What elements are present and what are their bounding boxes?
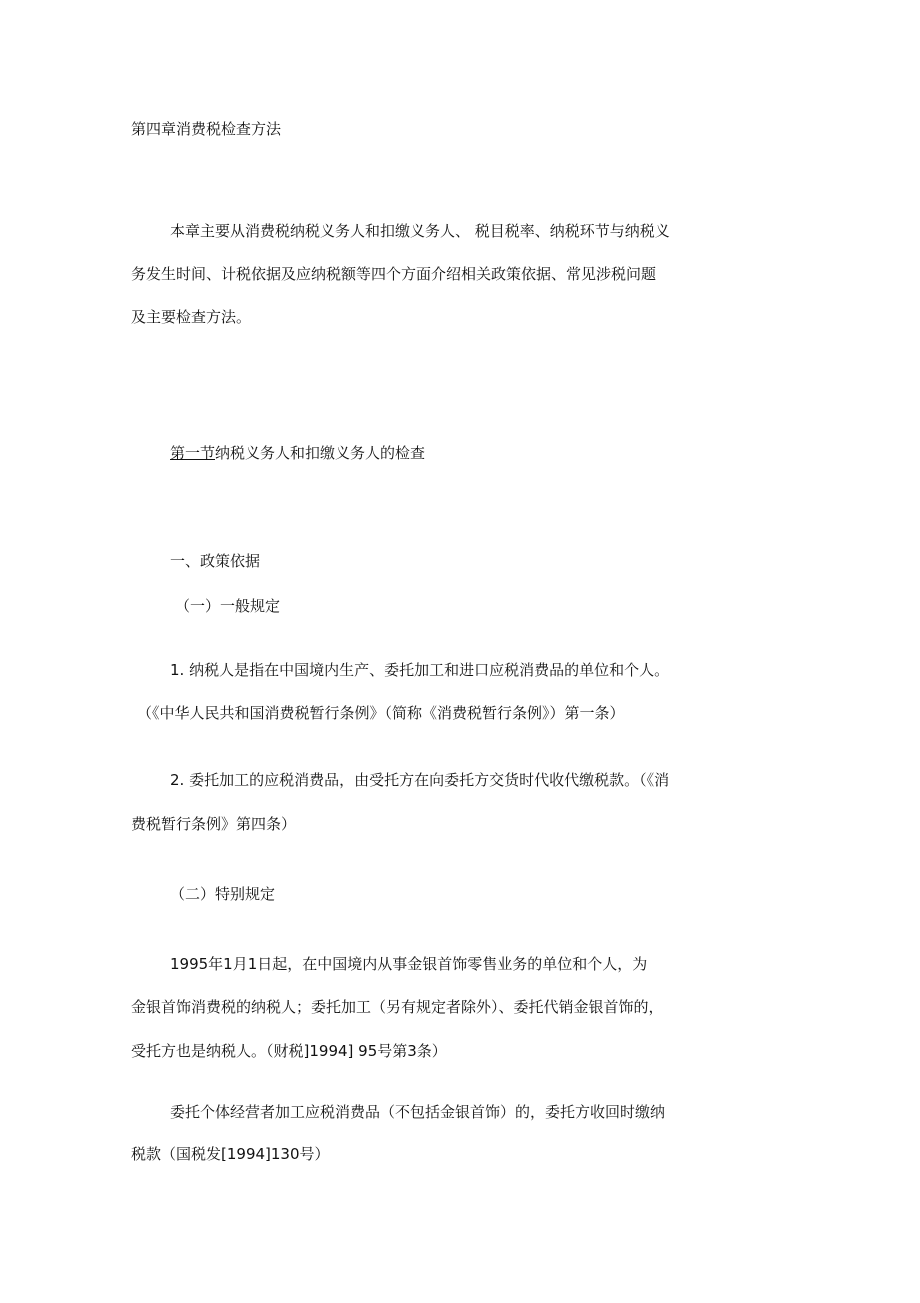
special-para1-line-2: 金银首饰消费税的纳税人；委托加工（另有规定者除外）、委托代销金银首饰的， <box>131 998 664 1016</box>
chapter-title: 第四章消费税检查方法 <box>131 120 282 138</box>
intro-line-2: 务发生时间、计税依据及应纳税额等四个方面介绍相关政策依据、常见涉税问题 <box>131 265 657 283</box>
special-para2-line-2: 税款（国税发[1994]130号） <box>131 1145 330 1163</box>
item2-line-2: 费税暂行条例》第四条） <box>131 815 297 833</box>
section-title-text: 纳税义务人和扣缴义务人的检查 <box>215 444 426 462</box>
general-heading: （一）一般规定 <box>175 597 281 615</box>
special-para2-line-1: 委托个体经营者加工应税消费品（不包括金银首饰）的，委托方收回时缴纳 <box>170 1103 666 1121</box>
intro-line-3: 及主要检查方法。 <box>131 308 252 326</box>
section-title <box>170 443 425 463</box>
special-para1-line-1: 1995年1月1日起，在中国境内从事金银首饰零售业务的单位和个人，为 <box>170 955 648 973</box>
special-heading: （二）特别规定 <box>170 885 276 903</box>
intro-line-1: 本章主要从消费税纳税义务人和扣缴义务人、 税目税率、纳税环节与纳税义 <box>170 222 670 240</box>
item2-line-1: 2. 委托加工的应税消费品，由受托方在向委托方交货时代收代缴税款。（《消 <box>170 771 670 789</box>
special-para1-line-3: 受托方也是纳税人。（财税]1994] 95号第3条） <box>131 1042 447 1060</box>
item1-line-2: （《中华人民共和国消费税暂行条例》（简称《消费税暂行条例》）第一条） <box>137 704 625 722</box>
section-number: 第一节 <box>170 444 216 462</box>
item1-line-1: 1. 纳税人是指在中国境内生产、委托加工和进口应税消费品的单位和个人。 <box>170 661 670 679</box>
policy-heading: 一、政策依据 <box>170 552 261 570</box>
